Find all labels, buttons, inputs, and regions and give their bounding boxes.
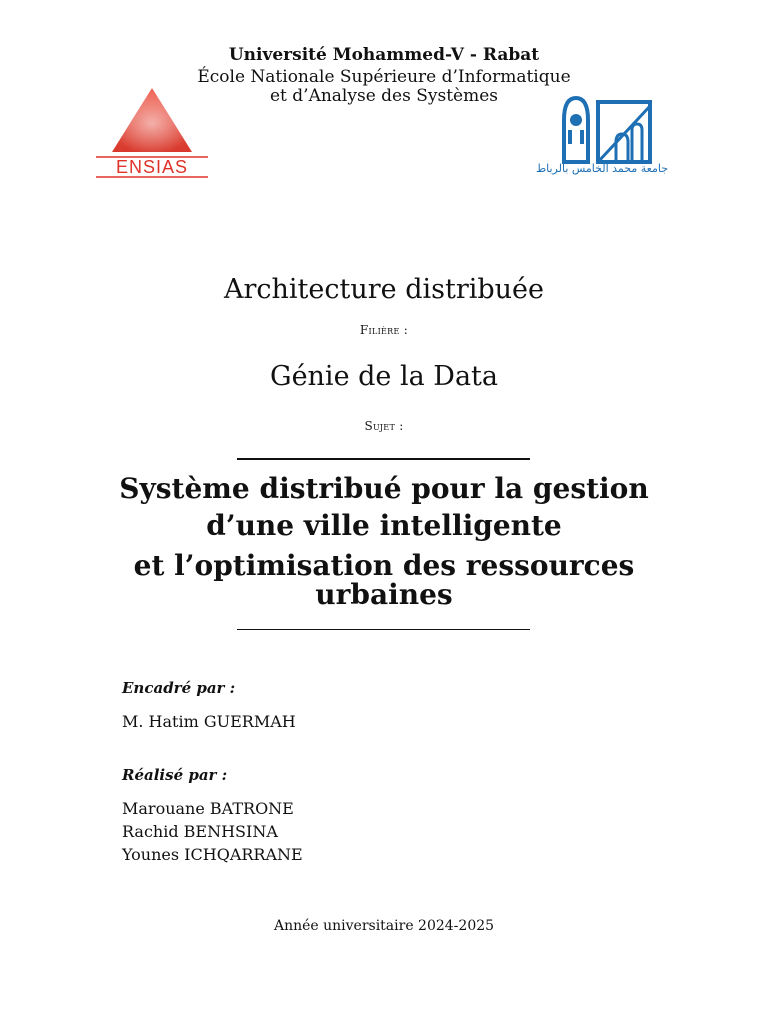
supervisor-label: Encadré par : — [122, 679, 236, 697]
um5-logo — [528, 90, 676, 180]
university-name: Université Mohammed-V - Rabat — [228, 45, 540, 65]
authors-label: Réalisé par : — [122, 766, 228, 784]
author-name: Rachid BENHSINA — [122, 822, 278, 841]
academic-year: Année universitaire 2024-2025 — [273, 918, 495, 934]
supervisor-name: M. Hatim GUERMAH — [122, 712, 296, 731]
school-name-line2: et d’Analyse des Systèmes — [269, 86, 498, 106]
subject-line-4: urbaines — [315, 578, 453, 611]
ensias-logo — [92, 86, 212, 181]
course-title: Architecture distribuée — [223, 274, 544, 305]
ensias-logo-text: ENSIAS — [115, 157, 189, 177]
school-name-line1: École Nationale Supérieure d’Informatique — [197, 67, 571, 87]
um5-logo-text: جامعة محمد الخامس بالرباط — [535, 162, 669, 175]
sujet-label: Sujet : — [364, 419, 404, 433]
subject-top-rule — [237, 458, 530, 460]
subject-line-2: d’une ville intelligente — [206, 509, 562, 542]
filiere-label: Filière : — [359, 323, 409, 337]
author-name: Marouane BATRONE — [122, 799, 294, 818]
subject-line-3: et l’optimisation des ressources — [133, 549, 635, 582]
subject-bottom-rule — [237, 629, 530, 630]
author-name: Younes ICHQARRANE — [122, 845, 303, 864]
subject-line-1: Système distribué pour la gestion — [119, 472, 649, 505]
filiere-name: Génie de la Data — [270, 361, 498, 392]
